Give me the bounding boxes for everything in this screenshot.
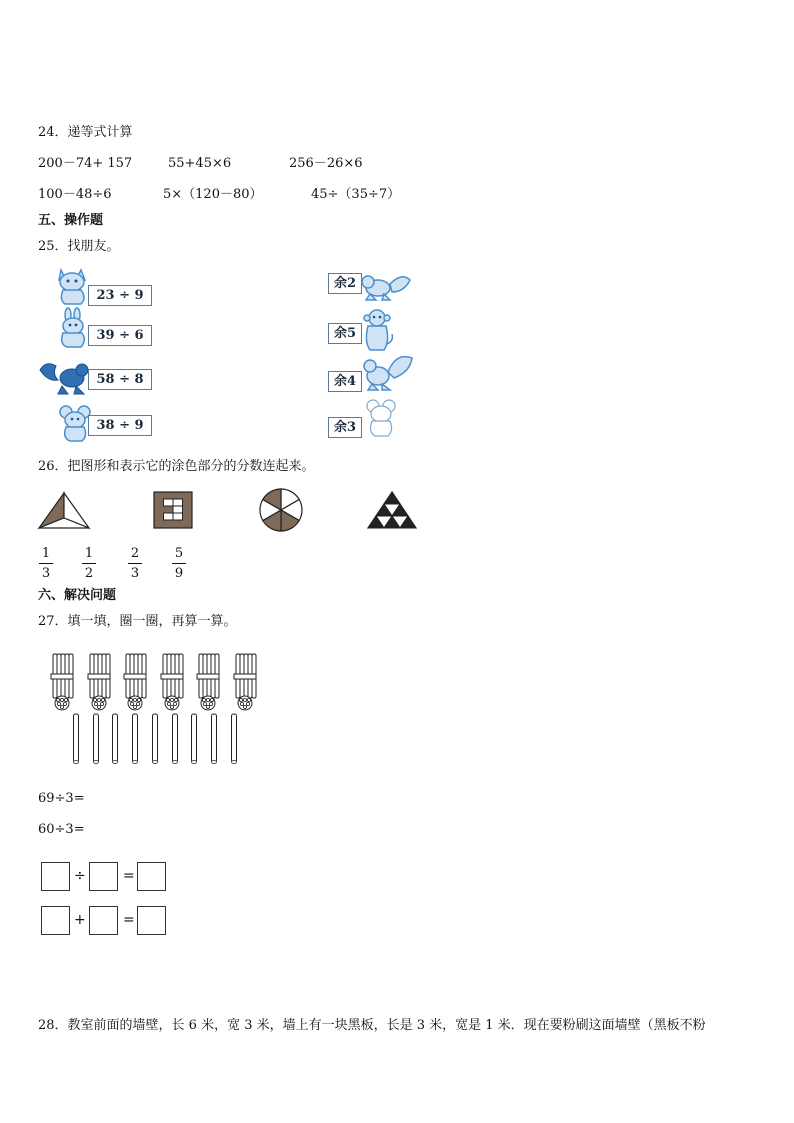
answer-blank-4[interactable]: [41, 906, 70, 935]
answer-blank-6[interactable]: [137, 906, 166, 935]
equals-sign: =: [123, 912, 135, 928]
fraction-3[interactable]: [128, 546, 142, 581]
section-heading-problems: 六、解决问题: [38, 588, 117, 603]
fraction-denominator: 3: [130, 566, 140, 581]
mouse-icon: [363, 398, 399, 438]
q24-title: 24．递等式计算: [38, 125, 133, 140]
fraction-numerator: 1: [84, 546, 94, 561]
q24-expr-2: 55+45×6: [168, 156, 232, 171]
fraction-denominator: 3: [41, 566, 51, 581]
checkerboard-grid-icon: [153, 491, 193, 529]
equation-2: 60÷3=: [38, 822, 85, 837]
single-stick-icon: [92, 713, 100, 765]
equation-1: 69÷3=: [38, 791, 85, 806]
triangle-ninths-icon: [367, 491, 417, 529]
remainder-card-4[interactable]: 余3: [328, 417, 362, 438]
equals-sign: =: [123, 868, 135, 884]
q27-title: 27．填一填，圈一圈，再算一算。: [38, 614, 237, 629]
answer-blank-1[interactable]: [41, 862, 70, 891]
remainder-card-3[interactable]: 余4: [328, 371, 362, 392]
division-card-2[interactable]: 39 ÷ 6: [88, 325, 152, 346]
squirrel-icon: [358, 270, 414, 302]
division-card-3[interactable]: 58 ÷ 8: [88, 369, 152, 390]
q24-expr-6: 45÷（35÷7）: [311, 187, 401, 202]
q26-title: 26．把图形和表示它的涂色部分的分数连起来。: [38, 459, 315, 474]
fraction-bar: [39, 563, 53, 564]
fraction-4[interactable]: [172, 546, 186, 581]
answer-blank-3[interactable]: [137, 862, 166, 891]
stick-bundle-icon: [50, 650, 74, 712]
fraction-numerator: 5: [174, 546, 184, 561]
q28-text: 28．教室前面的墙壁，长 6 米，宽 3 米，墙上有一块黑板，长是 3 米，宽是 1 米．现在要粉刷这面墙壁（黑板不粉: [38, 1018, 706, 1033]
monkey-icon: [360, 308, 394, 352]
single-stick-icon: [72, 713, 80, 765]
fraction-denominator: 9: [174, 566, 184, 581]
division-operator: ÷: [74, 868, 86, 884]
stick-bundle-icon: [87, 650, 111, 712]
q25-title: 25．找朋友。: [38, 239, 120, 254]
squirrel-icon: [360, 352, 416, 392]
division-card-4[interactable]: 38 ÷ 9: [88, 415, 152, 436]
stick-bundle-icon: [196, 650, 220, 712]
cat-icon: [55, 266, 91, 306]
squirrel-icon: [38, 360, 90, 396]
stick-bundle-icon: [160, 650, 184, 712]
triangle-thirds-icon: [38, 491, 91, 529]
fraction-bar: [128, 563, 142, 564]
mouse-icon: [58, 404, 92, 442]
fraction-bar: [82, 563, 96, 564]
q24-expr-1: 200－74+ 157: [38, 156, 133, 171]
q24-expr-5: 5×（120－80）: [163, 187, 263, 202]
plus-operator: +: [74, 912, 86, 928]
single-stick-icon: [151, 713, 159, 765]
single-stick-icon: [111, 713, 119, 765]
stick-bundle-icon: [123, 650, 147, 712]
answer-blank-2[interactable]: [89, 862, 118, 891]
stick-bundle-icon: [233, 650, 257, 712]
circle-sixths-icon: [257, 488, 305, 532]
fraction-numerator: 2: [130, 546, 140, 561]
fraction-numerator: 1: [41, 546, 51, 561]
single-stick-icon: [190, 713, 198, 765]
q24-expr-3: 256－26×6: [289, 156, 363, 171]
remainder-card-1[interactable]: 余2: [328, 273, 362, 294]
fraction-bar: [172, 563, 186, 564]
single-stick-icon: [131, 713, 139, 765]
answer-blank-5[interactable]: [89, 906, 118, 935]
rabbit-icon: [55, 308, 91, 348]
single-stick-icon: [230, 713, 238, 765]
section-heading-operations: 五、操作题: [38, 213, 104, 228]
single-stick-icon: [171, 713, 179, 765]
fraction-2[interactable]: [82, 546, 96, 581]
fraction-denominator: 2: [84, 566, 94, 581]
division-card-1[interactable]: 23 ÷ 9: [88, 285, 152, 306]
fraction-1[interactable]: [39, 546, 53, 581]
single-stick-icon: [210, 713, 218, 765]
remainder-card-2[interactable]: 余5: [328, 323, 362, 344]
q24-expr-4: 100－48÷6: [38, 187, 112, 202]
